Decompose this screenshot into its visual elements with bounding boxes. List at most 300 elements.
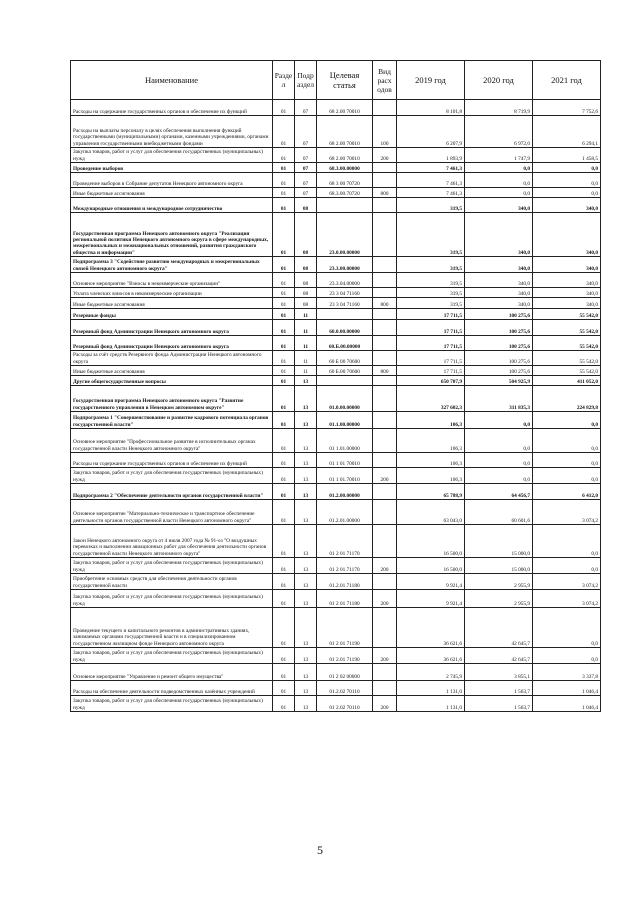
row-section-cell: 01 — [273, 309, 295, 320]
row-value-2019-cell: 106,3 — [397, 412, 465, 429]
row-expense-type-cell: 800 — [373, 298, 397, 309]
row-value-2021-cell: 411 052,0 — [533, 376, 601, 386]
row-value-2019-cell: 1 131,0 — [397, 696, 465, 712]
row-target-article-cell: 01 2.01 71190 — [317, 648, 373, 664]
row-value-2019-cell: 9 921,4 — [397, 574, 465, 590]
table-row — [71, 412, 601, 429]
row-name-cell: Иные бюджетные ассигнования — [71, 298, 273, 309]
row-value-2020-cell: 100 275,6 — [465, 351, 533, 366]
row-section-cell: 01 — [273, 148, 295, 163]
row-value-2019-cell: 319,5 — [397, 213, 465, 257]
row-target-article-cell: 01 2 01 71180 — [317, 590, 373, 608]
row-value-2019-cell: 8 101,8 — [397, 100, 465, 116]
row-subsection-cell: 08 — [295, 257, 317, 273]
row-value-2019-cell: 319,5 — [397, 288, 465, 298]
row-target-article-cell: 01.1.00.00000 — [317, 412, 373, 429]
table-row — [71, 309, 601, 320]
row-section-cell: 01 — [273, 298, 295, 309]
header-podrazdel: Подр аздел — [295, 61, 317, 100]
row-value-2021-cell: 55 542,0 — [533, 366, 601, 376]
row-value-2021-cell: 0,0 — [533, 412, 601, 429]
row-value-2020-cell: 1 747,9 — [465, 148, 533, 163]
row-subsection-cell: 11 — [295, 320, 317, 336]
row-target-article-cell: 23 3 04 71160 — [317, 288, 373, 298]
row-value-2019-cell: 36 621,6 — [397, 608, 465, 648]
row-subsection-cell: 11 — [295, 351, 317, 366]
row-name-cell: Закупка товаров, работ и услуг для обеспечения государственных (муниципальных) нужд — [71, 696, 273, 712]
row-value-2019-cell: 36 621,6 — [397, 648, 465, 664]
row-section-cell: 01 — [273, 648, 295, 664]
header-expense-type: Вид расх одов — [373, 61, 397, 100]
row-section-cell: 01 — [273, 412, 295, 429]
row-value-2019-cell: 6 207,9 — [397, 116, 465, 148]
row-value-2021-cell: 7 752,6 — [533, 100, 601, 116]
row-target-article-cell: 01 2.02 70110 — [317, 696, 373, 712]
row-value-2020-cell: 6 972,0 — [465, 116, 533, 148]
row-name-cell: Проведение текущего и капитального ремонтов в административных зданиях, занимаемых органами государственной власти и в специализированном государственном жилищном фонде Ненецкого автономного округа — [71, 608, 273, 648]
row-value-2020-cell: 0,0 — [465, 412, 533, 429]
row-subsection-cell: 13 — [295, 590, 317, 608]
table-header-row — [71, 61, 601, 100]
row-name-cell: Иные бюджетные ассигнования — [71, 188, 273, 198]
row-name-cell: Подпрограмма 3 "Содействие развитию международных и межрегиональных связей Ненецкого автономного округа" — [71, 257, 273, 273]
row-value-2021-cell: 55 542,0 — [533, 309, 601, 320]
row-subsection-cell: 13 — [295, 429, 317, 453]
row-value-2021-cell: 0,0 — [533, 648, 601, 664]
row-name-cell: Закупка товаров, работ и услуг для обеспечения государственных (муниципальных) нужд — [71, 468, 273, 484]
row-name-cell: Основное мероприятие "Профессиональное развитие в исполнительных органах государственной власти Ненецкого автономного округа" — [71, 429, 273, 453]
table-row — [71, 100, 601, 116]
row-target-article-cell: 60.0.00.00000 — [317, 320, 373, 336]
row-section-cell: 01 — [273, 336, 295, 351]
row-section-cell: 01 — [273, 468, 295, 484]
row-name-cell: Уплата членских взносов в некоммерческие организации — [71, 288, 273, 298]
row-name-cell: Расходы на обеспечение деятельности подведомственных казённых учреждений — [71, 681, 273, 696]
row-value-2019-cell: 17 711,5 — [397, 320, 465, 336]
table-row — [71, 386, 601, 412]
row-value-2021-cell: 340,0 — [533, 198, 601, 213]
row-value-2020-cell: 64 456,7 — [465, 484, 533, 500]
row-value-2021-cell: 340,0 — [533, 273, 601, 288]
row-value-2021-cell: 1 046,4 — [533, 696, 601, 712]
row-subsection-cell: 07 — [295, 188, 317, 198]
row-value-2019-cell: 650 707,9 — [397, 376, 465, 386]
row-section-cell: 01 — [273, 453, 295, 468]
row-subsection-cell: 13 — [295, 681, 317, 696]
row-value-2019-cell: 17 711,5 — [397, 366, 465, 376]
row-name-cell: Расходы за счёт средств Резервного фонда Администрации Ненецкого автономного округа — [71, 351, 273, 366]
row-expense-type-cell — [373, 429, 397, 453]
table-row — [71, 336, 601, 351]
row-target-article-cell: 60 Б.00 70600 — [317, 366, 373, 376]
row-target-article-cell — [317, 309, 373, 320]
table-row — [71, 376, 601, 386]
row-expense-type-cell — [373, 163, 397, 173]
table-row — [71, 681, 601, 696]
table-row — [71, 351, 601, 366]
row-expense-type-cell — [373, 681, 397, 696]
row-target-article-cell: 68 2.00 70010 — [317, 116, 373, 148]
row-value-2020-cell: 100 275,6 — [465, 309, 533, 320]
row-value-2019-cell: 17 711,5 — [397, 309, 465, 320]
table-row — [71, 429, 601, 453]
budget-table-container — [70, 60, 600, 712]
row-section-cell: 01 — [273, 664, 295, 681]
row-value-2021-cell: 0,0 — [533, 468, 601, 484]
row-subsection-cell: 13 — [295, 412, 317, 429]
row-value-2021-cell: 224 829,8 — [533, 386, 601, 412]
row-name-cell: Государственная программа Ненецкого автономного округа "Развитие государственного управления в Ненецком автономном округе" — [71, 386, 273, 412]
row-target-article-cell: 01.2.00.00000 — [317, 484, 373, 500]
row-section-cell: 01 — [273, 429, 295, 453]
row-subsection-cell: 13 — [295, 468, 317, 484]
row-value-2020-cell: 0,0 — [465, 188, 533, 198]
header-name: Наименование — [71, 61, 273, 100]
row-value-2021-cell: 0,0 — [533, 608, 601, 648]
row-subsection-cell: 08 — [295, 198, 317, 213]
row-value-2020-cell: 311 835,3 — [465, 386, 533, 412]
row-value-2021-cell: 0,0 — [533, 163, 601, 173]
table-row — [71, 213, 601, 257]
row-name-cell: Проведение выборов в Собрание депутатов Ненецкого автономного округа — [71, 173, 273, 188]
row-value-2020-cell: 340,0 — [465, 288, 533, 298]
row-name-cell: Расходы на выплаты персоналу в целях обеспечения выполнения функций государственными (муниципальными) органами, казенными учреждениями, органами управления государственными внебюджетными фондами — [71, 116, 273, 148]
row-name-cell: Международные отношения и международное сотрудничество — [71, 198, 273, 213]
row-expense-type-cell: 200 — [373, 468, 397, 484]
table-body — [71, 100, 601, 712]
row-name-cell: Расходы на содержание государственных органов и обеспечение их функций — [71, 453, 273, 468]
row-value-2021-cell: 0,0 — [533, 173, 601, 188]
row-subsection-cell: 08 — [295, 298, 317, 309]
row-value-2020-cell: 100 275,6 — [465, 320, 533, 336]
row-value-2019-cell: 65 788,9 — [397, 484, 465, 500]
row-value-2020-cell: 0,0 — [465, 453, 533, 468]
budget-table — [70, 60, 601, 712]
row-expense-type-cell — [373, 173, 397, 188]
row-target-article-cell: 60 Б 00 70600 — [317, 351, 373, 366]
header-year-2021: 2021 год — [533, 61, 601, 100]
row-name-cell: Закупка товаров, работ и услуг для обеспечения государственных (муниципальных) нужд — [71, 148, 273, 163]
row-expense-type-cell — [373, 351, 397, 366]
row-expense-type-cell — [373, 257, 397, 273]
table-row — [71, 664, 601, 681]
row-value-2021-cell: 340,0 — [533, 257, 601, 273]
row-name-cell: Резервные фонды — [71, 309, 273, 320]
row-target-article-cell: 01.2.02 70110 — [317, 681, 373, 696]
header-target-article: Целевая статья — [317, 61, 373, 100]
row-expense-type-cell — [373, 484, 397, 500]
row-value-2020-cell: 340,0 — [465, 298, 533, 309]
table-row — [71, 696, 601, 712]
header-year-2020: 2020 год — [465, 61, 533, 100]
row-subsection-cell: 13 — [295, 648, 317, 664]
row-value-2021-cell: 0,0 — [533, 188, 601, 198]
table-row — [71, 188, 601, 198]
row-name-cell: Расходы на содержание государственных органов и обеспечение их функций — [71, 100, 273, 116]
row-name-cell: Подпрограмма 1 "Совершенствование и развитие кадрового потенциала органов государственной власти" — [71, 412, 273, 429]
row-name-cell: Другие общегосударственные вопросы — [71, 376, 273, 386]
row-expense-type-cell — [373, 525, 397, 558]
row-expense-type-cell: 200 — [373, 148, 397, 163]
row-name-cell: Государственная программа Ненецкого автономного округа "Реализация региональной политики Ненецкого автономного округа в сфере международных, межрегиональных и межнациональных отношений, развития гражданского общества и информации" — [71, 213, 273, 257]
row-subsection-cell: 08 — [295, 273, 317, 288]
row-value-2020-cell: 0,0 — [465, 173, 533, 188]
row-value-2021-cell: 0,0 — [533, 525, 601, 558]
row-value-2020-cell: 60 601,6 — [465, 500, 533, 525]
row-value-2019-cell: 319,5 — [397, 298, 465, 309]
row-value-2020-cell: 15 000,0 — [465, 558, 533, 574]
table-row — [71, 574, 601, 590]
row-name-cell: Резервный фонд Администрации Ненецкого автономного округа — [71, 320, 273, 336]
row-section-cell: 01 — [273, 558, 295, 574]
row-expense-type-cell — [373, 273, 397, 288]
row-value-2019-cell: 106,3 — [397, 453, 465, 468]
table-row — [71, 148, 601, 163]
table-row — [71, 500, 601, 525]
row-section-cell: 01 — [273, 696, 295, 712]
row-subsection-cell: 13 — [295, 453, 317, 468]
table-row — [71, 288, 601, 298]
row-expense-type-cell: 200 — [373, 558, 397, 574]
row-value-2019-cell: 7 461,3 — [397, 173, 465, 188]
row-value-2019-cell: 16 500,0 — [397, 558, 465, 574]
row-expense-type-cell — [373, 336, 397, 351]
row-value-2020-cell: 504 925,9 — [465, 376, 533, 386]
row-section-cell: 01 — [273, 173, 295, 188]
row-value-2021-cell: 340,0 — [533, 288, 601, 298]
row-value-2019-cell: 1 131,0 — [397, 681, 465, 696]
row-value-2021-cell: 1 046,4 — [533, 681, 601, 696]
row-name-cell: Закон Ненецкого автономного округа от 4 июля 2007 года № 91-оз "О воздушных перевозках и выполнении авиационных работ для обеспечения деятельности органов государственной власти Ненецкого автономного округа" — [71, 525, 273, 558]
row-value-2020-cell: 0,0 — [465, 468, 533, 484]
row-value-2020-cell: 15 000,0 — [465, 525, 533, 558]
table-row — [71, 116, 601, 148]
row-section-cell: 01 — [273, 525, 295, 558]
row-target-article-cell: 01.2.01.00000 — [317, 500, 373, 525]
row-subsection-cell: 07 — [295, 163, 317, 173]
table-row — [71, 453, 601, 468]
row-section-cell: 01 — [273, 288, 295, 298]
row-subsection-cell: 08 — [295, 213, 317, 257]
row-value-2019-cell: 9 921,4 — [397, 590, 465, 608]
row-name-cell: Иные бюджетные ассигнования — [71, 366, 273, 376]
row-section-cell: 01 — [273, 608, 295, 648]
row-subsection-cell: 13 — [295, 558, 317, 574]
row-target-article-cell: 23.3.00.00000 — [317, 257, 373, 273]
row-value-2020-cell: 2 955,9 — [465, 574, 533, 590]
row-name-cell: Закупка товаров, работ и услуг для обеспечения государственных (муниципальных) нужд — [71, 648, 273, 664]
row-value-2021-cell: 3 074,2 — [533, 590, 601, 608]
row-value-2021-cell: 55 542,0 — [533, 351, 601, 366]
row-subsection-cell: 07 — [295, 116, 317, 148]
table-row — [71, 608, 601, 648]
row-section-cell: 01 — [273, 386, 295, 412]
page-number: 5 — [317, 843, 323, 857]
row-value-2021-cell: 0,0 — [533, 453, 601, 468]
row-target-article-cell: 01.0.00.00000 — [317, 386, 373, 412]
row-subsection-cell: 13 — [295, 386, 317, 412]
row-target-article-cell: 01 1 01 70010 — [317, 453, 373, 468]
row-section-cell: 01 — [273, 500, 295, 525]
row-value-2021-cell: 0,0 — [533, 429, 601, 453]
row-section-cell: 01 — [273, 320, 295, 336]
row-subsection-cell: 08 — [295, 288, 317, 298]
row-subsection-cell: 13 — [295, 696, 317, 712]
row-value-2020-cell: 1 563,7 — [465, 681, 533, 696]
header-year-2019: 2019 год — [397, 61, 465, 100]
row-section-cell: 01 — [273, 213, 295, 257]
row-value-2021-cell: 6 412,0 — [533, 484, 601, 500]
row-section-cell: 01 — [273, 198, 295, 213]
row-value-2019-cell: 7 461,3 — [397, 188, 465, 198]
row-expense-type-cell — [373, 608, 397, 648]
row-target-article-cell: 01 1.01.00000 — [317, 429, 373, 453]
row-section-cell: 01 — [273, 188, 295, 198]
header-razdel: Разде л — [273, 61, 295, 100]
row-expense-type-cell — [373, 309, 397, 320]
table-row — [71, 648, 601, 664]
table-row — [71, 273, 601, 288]
row-subsection-cell: 11 — [295, 309, 317, 320]
row-name-cell: Основное мероприятие "Материально-техническое и транспортное обеспечение деятельности органов государственной власти Ненецкого автономного округа" — [71, 500, 273, 525]
table-row — [71, 484, 601, 500]
row-subsection-cell: 13 — [295, 376, 317, 386]
row-expense-type-cell — [373, 100, 397, 116]
row-name-cell: Резервный фонд Администрации Ненецкого автономного округа — [71, 336, 273, 351]
row-value-2021-cell: 55 542,0 — [533, 320, 601, 336]
row-name-cell: Основное мероприятие "Взносы в некоммерческие организации" — [71, 273, 273, 288]
row-name-cell: Основное мероприятие "Управление и ремонт общего имущества" — [71, 664, 273, 681]
row-section-cell: 01 — [273, 484, 295, 500]
row-value-2020-cell: 340,0 — [465, 198, 533, 213]
row-expense-type-cell: 200 — [373, 696, 397, 712]
row-value-2020-cell: 340,0 — [465, 257, 533, 273]
row-expense-type-cell: 200 — [373, 648, 397, 664]
row-name-cell: Подпрограмма 2 "Обеспечение деятельности органов государственной власти" — [71, 484, 273, 500]
row-expense-type-cell — [373, 376, 397, 386]
table-row — [71, 298, 601, 309]
row-value-2020-cell: 8 719,9 — [465, 100, 533, 116]
row-expense-type-cell — [373, 453, 397, 468]
row-target-article-cell — [317, 376, 373, 386]
row-expense-type-cell: 800 — [373, 188, 397, 198]
row-value-2021-cell: 1 458,5 — [533, 148, 601, 163]
row-value-2021-cell: 3 337,8 — [533, 664, 601, 681]
row-value-2020-cell: 1 563,7 — [465, 696, 533, 712]
row-value-2020-cell: 340,0 — [465, 273, 533, 288]
row-subsection-cell: 07 — [295, 148, 317, 163]
row-expense-type-cell — [373, 664, 397, 681]
row-expense-type-cell: 100 — [373, 116, 397, 148]
row-section-cell: 01 — [273, 100, 295, 116]
row-value-2019-cell: 106,3 — [397, 429, 465, 453]
row-subsection-cell: 11 — [295, 336, 317, 351]
row-expense-type-cell — [373, 386, 397, 412]
table-row — [71, 257, 601, 273]
row-value-2019-cell: 2 745,9 — [397, 664, 465, 681]
table-row — [71, 525, 601, 558]
table-row — [71, 590, 601, 608]
row-section-cell: 01 — [273, 574, 295, 590]
row-name-cell: Закупка товаров, работ и услуг для обеспечения государственных (муниципальных) нужд — [71, 590, 273, 608]
row-value-2019-cell: 1 893,9 — [397, 148, 465, 163]
row-target-article-cell: 01 2 01.71170 — [317, 558, 373, 574]
row-expense-type-cell — [373, 412, 397, 429]
row-subsection-cell: 07 — [295, 100, 317, 116]
row-target-article-cell: 01.2.01.71180 — [317, 574, 373, 590]
row-expense-type-cell: 200 — [373, 590, 397, 608]
row-section-cell: 01 — [273, 116, 295, 148]
row-value-2020-cell: 340,0 — [465, 213, 533, 257]
row-subsection-cell: 11 — [295, 366, 317, 376]
table-row — [71, 320, 601, 336]
row-target-article-cell: 23.3.04.00000 — [317, 273, 373, 288]
row-section-cell: 01 — [273, 163, 295, 173]
row-value-2020-cell: 2 955,9 — [465, 590, 533, 608]
row-value-2021-cell: 55 542,0 — [533, 336, 601, 351]
row-name-cell: Проведение выборов — [71, 163, 273, 173]
row-value-2021-cell: 6 294,1 — [533, 116, 601, 148]
row-section-cell: 01 — [273, 376, 295, 386]
row-name-cell: Закупка товаров, работ и услуг для обеспечения государственных (муниципальных) нужд — [71, 558, 273, 574]
row-section-cell: 01 — [273, 681, 295, 696]
row-target-article-cell: 01 2 01 71190 — [317, 608, 373, 648]
row-value-2019-cell: 17 711,5 — [397, 351, 465, 366]
table-row — [71, 366, 601, 376]
row-target-article-cell: 01 2 01 71170 — [317, 525, 373, 558]
row-value-2021-cell: 340,0 — [533, 213, 601, 257]
row-value-2019-cell: 319,5 — [397, 273, 465, 288]
row-value-2020-cell: 0,0 — [465, 163, 533, 173]
table-row — [71, 558, 601, 574]
row-subsection-cell: 13 — [295, 484, 317, 500]
row-expense-type-cell — [373, 500, 397, 525]
row-value-2019-cell: 16 500,0 — [397, 525, 465, 558]
row-target-article-cell: 68 3 00 70720 — [317, 173, 373, 188]
table-row — [71, 198, 601, 213]
row-value-2019-cell: 63 043,0 — [397, 500, 465, 525]
row-subsection-cell: 13 — [295, 608, 317, 648]
row-value-2020-cell: 42 645,7 — [465, 648, 533, 664]
row-expense-type-cell — [373, 198, 397, 213]
row-expense-type-cell: 800 — [373, 366, 397, 376]
row-value-2019-cell: 319,5 — [397, 257, 465, 273]
row-section-cell: 01 — [273, 273, 295, 288]
row-value-2020-cell: 0,0 — [465, 429, 533, 453]
row-value-2021-cell: 3 074,2 — [533, 574, 601, 590]
row-value-2021-cell: 3 074,2 — [533, 500, 601, 525]
row-value-2021-cell: 0,0 — [533, 558, 601, 574]
row-value-2019-cell: 327 602,3 — [397, 386, 465, 412]
row-target-article-cell — [317, 198, 373, 213]
row-target-article-cell: 68 2.00 70010 — [317, 100, 373, 116]
row-value-2021-cell: 340,0 — [533, 298, 601, 309]
row-target-article-cell: 23.0.00.00000 — [317, 213, 373, 257]
row-target-article-cell: 68.3.00.70720 — [317, 188, 373, 198]
row-value-2019-cell: 17 711,5 — [397, 336, 465, 351]
row-expense-type-cell — [373, 213, 397, 257]
row-value-2020-cell: 100 275,6 — [465, 336, 533, 351]
row-subsection-cell: 13 — [295, 664, 317, 681]
row-section-cell: 01 — [273, 257, 295, 273]
row-subsection-cell: 13 — [295, 525, 317, 558]
row-target-article-cell: 23 3 04 71160 — [317, 298, 373, 309]
row-value-2020-cell: 100 275,6 — [465, 366, 533, 376]
row-target-article-cell: 60.Б.00.00000 — [317, 336, 373, 351]
row-value-2020-cell: 42 645,7 — [465, 608, 533, 648]
table-row — [71, 173, 601, 188]
row-target-article-cell: 01 1 01.70010 — [317, 468, 373, 484]
